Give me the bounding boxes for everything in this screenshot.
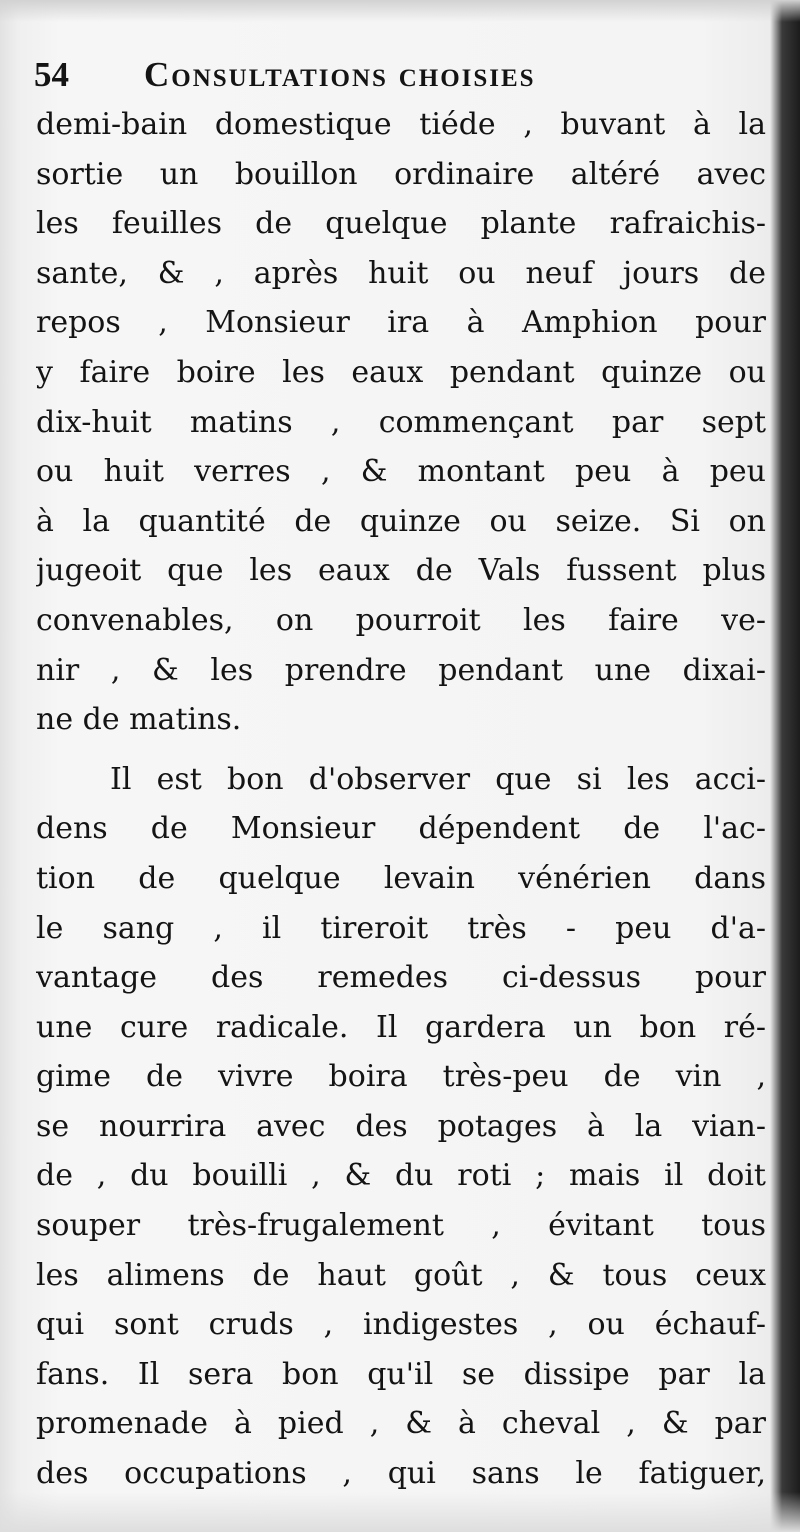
text-line: des occupations , qui sans le fatiguer, [36, 1456, 766, 1492]
text-line: dix-huit matins , commençant par sept [36, 404, 766, 440]
text-line: ou huit verres , & montant peu à peu [36, 454, 766, 490]
text-line: de , du bouilli , & du roti ; mais il doit [36, 1158, 766, 1194]
text-line: y faire boire les eaux pendant quinze ou [36, 354, 766, 390]
text-line: Il est bon d'observer que si les acci- [110, 761, 766, 797]
text-line: ne de matins. [36, 702, 242, 738]
text-line: sortie un bouillon ordinaire altéré avec [36, 156, 766, 192]
text-line: nir , & les prendre pendant une dixai- [36, 652, 766, 688]
text-line: demi-bain domestique tiéde , buvant à la [36, 107, 766, 142]
text-line: jugeoit que les eaux de Vals fussent plus [36, 553, 766, 589]
page-bottom-shading [0, 1492, 800, 1532]
running-head [34, 52, 754, 98]
text-line: sante, & , après huit ou neuf jours de [36, 255, 766, 291]
page-top-shading [0, 0, 800, 22]
text-line: fans. Il sera bon qu'il se dissipe par la [36, 1356, 766, 1392]
text-line: les feuilles de quelque plante rafraichis- [36, 206, 766, 242]
body-text [36, 100, 766, 1499]
running-title: Consultations choisies [144, 55, 536, 94]
text-line: promenade à pied , & à cheval , & par [36, 1406, 766, 1442]
text-line: les alimens de haut goût , & tous ceux [36, 1257, 766, 1293]
paragraph-2 [36, 755, 766, 1499]
text-line: le sang , il tireroit très - peu d'a- [36, 910, 766, 946]
paragraph-1 [36, 100, 766, 745]
text-line: qui sont cruds , indigestes , ou échauf- [36, 1307, 766, 1343]
text-line: à la quantité de quinze ou seize. Si on [36, 503, 766, 539]
text-line: gime de vivre boira très-peu de vin , [36, 1059, 766, 1095]
text-line: dens de Monsieur dépendent de l'ac- [36, 811, 766, 847]
text-line: se nourrira avec des potages à la vian- [36, 1108, 766, 1144]
page-number: 54 [34, 55, 69, 94]
text-line: convenables, on pourroit les faire ve- [36, 602, 766, 638]
text-line: repos , Monsieur ira à Amphion pour [36, 305, 766, 341]
text-line: tion de quelque levain vénérien dans [36, 860, 766, 896]
text-line: vantage des remedes ci-dessus pour [36, 960, 766, 996]
text-line: souper très-frugalement , évitant tous [36, 1208, 766, 1244]
text-line: une cure radicale. Il gardera un bon ré- [36, 1009, 766, 1045]
